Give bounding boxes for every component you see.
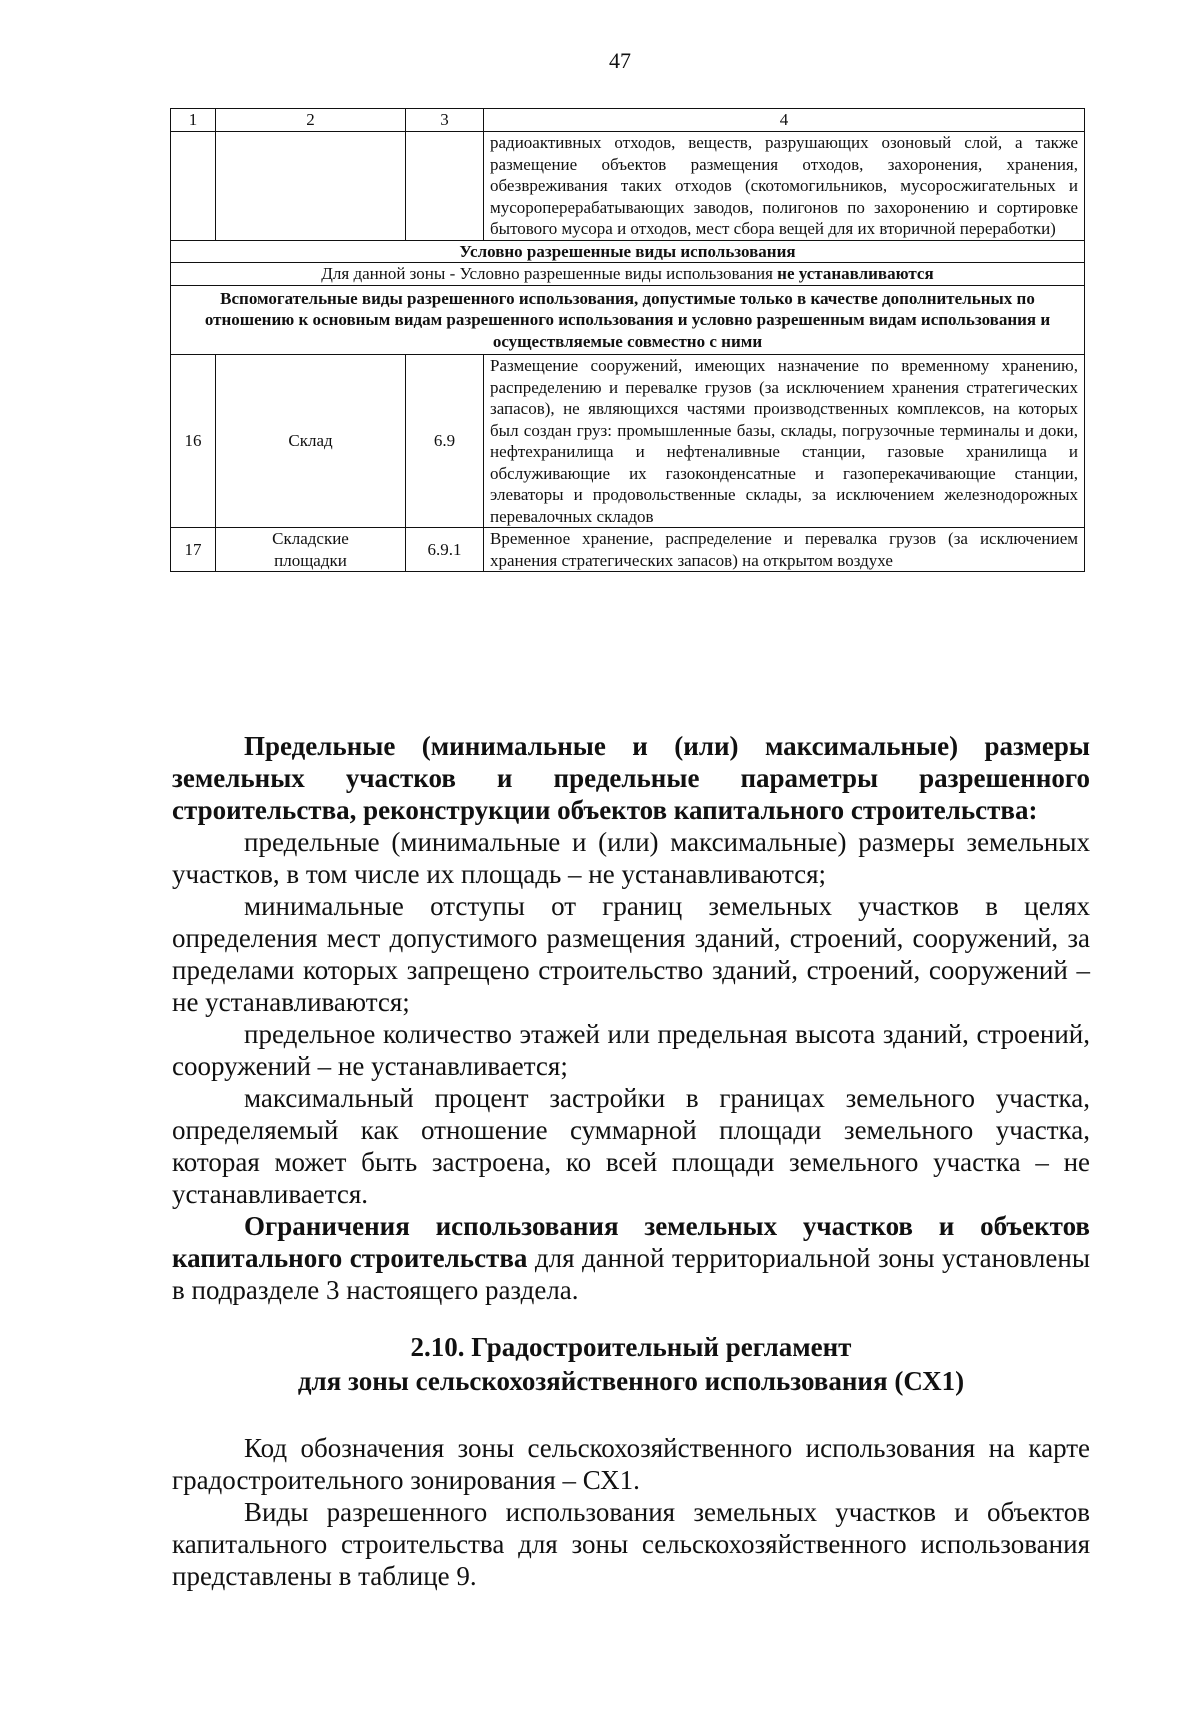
restrictions-bold: Ограничения использования земельных участков и объектов капитального строительства xyxy=(172,1211,1090,1273)
section-row xyxy=(171,240,1085,263)
row-code: 6.9 xyxy=(406,355,484,528)
section-row xyxy=(171,285,1085,355)
table-row xyxy=(171,355,1085,528)
section-paragraph-1: Код обозначения зоны сельскохозяйственного использования на карте градостроительного зонирования – СХ1. xyxy=(172,1433,1090,1495)
conditional-uses-note xyxy=(171,263,1085,286)
restrictions-paragraph xyxy=(172,1210,1090,1306)
table-header-row xyxy=(171,109,1085,132)
limits-paragraph-2: минимальные отступы от границ земельных участков в целях определения мест допустимого размещения зданий, строений, сооружений, за пределами которых запрещено строительство зданий, строений, сооружений – не устанавливаются; xyxy=(172,891,1090,1017)
row-use-name: Склад xyxy=(216,355,406,528)
table-row xyxy=(171,528,1085,572)
section-title-line-1: 2.10. Градостроительный регламент xyxy=(410,1332,852,1362)
table-header-cell: 4 xyxy=(484,109,1085,132)
table-header-cell: 1 xyxy=(171,109,216,132)
row-description: Размещение сооружений, имеющих назначение по временному хранению, распределению и перевалке грузов (за исключением хранения стратегических запасов), не являющихся частями производственных комплексов, на которых был создан груз: промышленные базы, склады, погрузочные терминалы и доки, нефтехранилища и нефтеналивные станции, газовые хранилища и обслуживающие их газоконденсатные и газоперекачивающие станции, элеваторы и продовольственные склады, за исключением железнодорожных перевалочных складов xyxy=(484,355,1085,528)
row-description: Временное хранение, распределение и перевалка грузов (за исключением хранения стратегических запасов) на открытом воздухе xyxy=(484,528,1085,572)
section-title-line-2: для зоны сельскохозяйственного использования (СХ1) xyxy=(297,1366,965,1396)
limits-paragraph-3: предельное количество этажей или предельная высота зданий, строений, сооружений – не устанавливается; xyxy=(172,1019,1090,1081)
conditional-note-bold: не устанавливаются xyxy=(777,264,934,283)
row-use-name: Складские площадки xyxy=(216,528,406,572)
limits-section xyxy=(172,730,1090,1306)
section-paragraph-2: Виды разрешенного использования земельных участков и объектов капитального строительства для зоны сельскохозяйственного использования представлены в таблице 9. xyxy=(172,1497,1090,1591)
row-number: 16 xyxy=(171,355,216,528)
page-number: 47 xyxy=(609,48,631,73)
limits-paragraph-1: предельные (минимальные и (или) максимальные) размеры земельных участков, в том числе их площадь – не устанавливаются; xyxy=(172,827,1090,889)
section-row xyxy=(171,263,1085,286)
limits-paragraph-4: максимальный процент застройки в границах земельного участка, определяемый как отношение суммарной площади земельного участка, которая может быть застроена, ко всей площади земельного участка – не устанавливается. xyxy=(172,1083,1090,1209)
section-body xyxy=(172,1432,1090,1592)
auxiliary-uses-title: Вспомогательные виды разрешенного использования, допустимые только в качестве дополнительных по отношению к основным видам разрешенного использования и условно разрешенным видам использования и осуществляемые совместно с ними xyxy=(171,285,1085,355)
table-header-cell: 2 xyxy=(216,109,406,132)
row-code: 6.9.1 xyxy=(406,528,484,572)
limits-heading: Предельные (минимальные и (или) максимальные) размеры земельных участков и предельные параметры разрешенного строительства, реконструкции объектов капитального строительства: xyxy=(172,731,1090,825)
restrictions-rest: для данной территориальной зоны установлены в подразделе 3 настоящего раздела. xyxy=(172,1243,1090,1305)
conditional-uses-title: Условно разрешенные виды использования xyxy=(171,240,1085,263)
section-title xyxy=(172,1330,1090,1398)
continuation-description: радиоактивных отходов, веществ, разрушающих озоновый слой, а также размещение объектов размещения отходов, захоронения, хранения, обезвреживания таких отходов (скотомогильников, мусоросжигательных и мусороперерабатывающих заводов, полигонов по захоронению и сортировке бытового мусора и отходов, мест сбора вещей для их вторичной переработки) xyxy=(484,132,1085,241)
table-header-cell: 3 xyxy=(406,109,484,132)
conditional-note-prefix: Для данной зоны - Условно разрешенные виды использования xyxy=(321,264,773,283)
land-use-table xyxy=(170,108,1085,572)
row-number: 17 xyxy=(171,528,216,572)
table-row xyxy=(171,132,1085,241)
